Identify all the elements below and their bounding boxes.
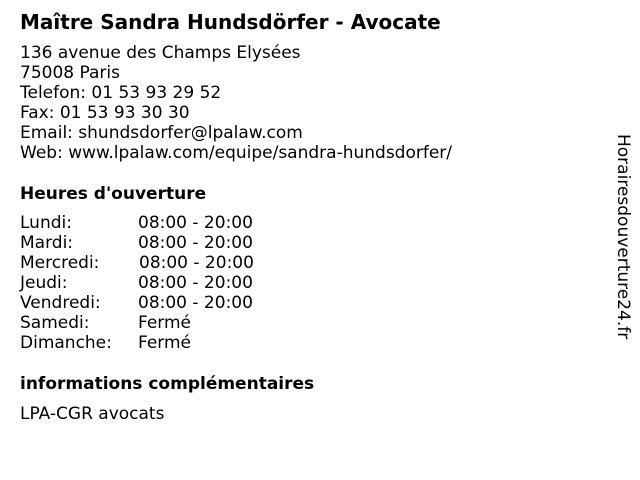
- hours-day-label: Mardi:: [20, 233, 74, 253]
- hours-time-value: 08:00 - 20:00: [138, 273, 253, 293]
- opening-hours-heading: Heures d'ouverture: [20, 184, 207, 204]
- hours-row: [20, 333, 320, 353]
- hours-row: [20, 253, 320, 273]
- website-url: Web: www.lpalaw.com/equipe/sandra-hundsdorfer/: [20, 143, 453, 163]
- site-watermark: Horairesdouverture24.fr: [613, 134, 633, 340]
- hours-time-value: Fermé: [138, 333, 192, 353]
- phone-number: Telefon: 01 53 93 29 52: [20, 83, 222, 103]
- hours-time-value: 08:00 - 20:00: [138, 233, 253, 253]
- hours-day-label: Samedi:: [20, 313, 90, 333]
- hours-day-label: Jeudi:: [20, 273, 68, 293]
- hours-day-label: Dimanche:: [20, 333, 112, 353]
- hours-day-label: Lundi:: [20, 213, 72, 233]
- email-address: Email: shundsdorfer@lpalaw.com: [20, 123, 303, 143]
- hours-time-value: 08:00 - 20:00: [138, 213, 253, 233]
- hours-day-label: Vendredi:: [20, 293, 101, 313]
- page-title: Maître Sandra Hundsdörfer - Avocate: [20, 10, 441, 34]
- additional-info-text: LPA-CGR avocats: [20, 404, 165, 424]
- hours-time-value: Fermé: [138, 313, 192, 333]
- opening-hours-list: [20, 213, 320, 353]
- hours-row: [20, 293, 320, 313]
- address-line-street: 136 avenue des Champs Elysées: [20, 43, 301, 63]
- hours-row: [20, 233, 320, 253]
- fax-number: Fax: 01 53 93 30 30: [20, 103, 190, 123]
- address-line-city: 75008 Paris: [20, 63, 120, 83]
- hours-time-value: 08:00 - 20:00: [138, 293, 253, 313]
- contact-block: [20, 43, 452, 163]
- hours-day-label: Mercredi:: [20, 253, 100, 273]
- hours-row: [20, 213, 320, 233]
- additional-info-heading: informations complémentaires: [20, 374, 315, 394]
- hours-time-value: 08:00 - 20:00: [139, 253, 254, 273]
- hours-row: [20, 313, 320, 333]
- hours-row: [20, 273, 320, 293]
